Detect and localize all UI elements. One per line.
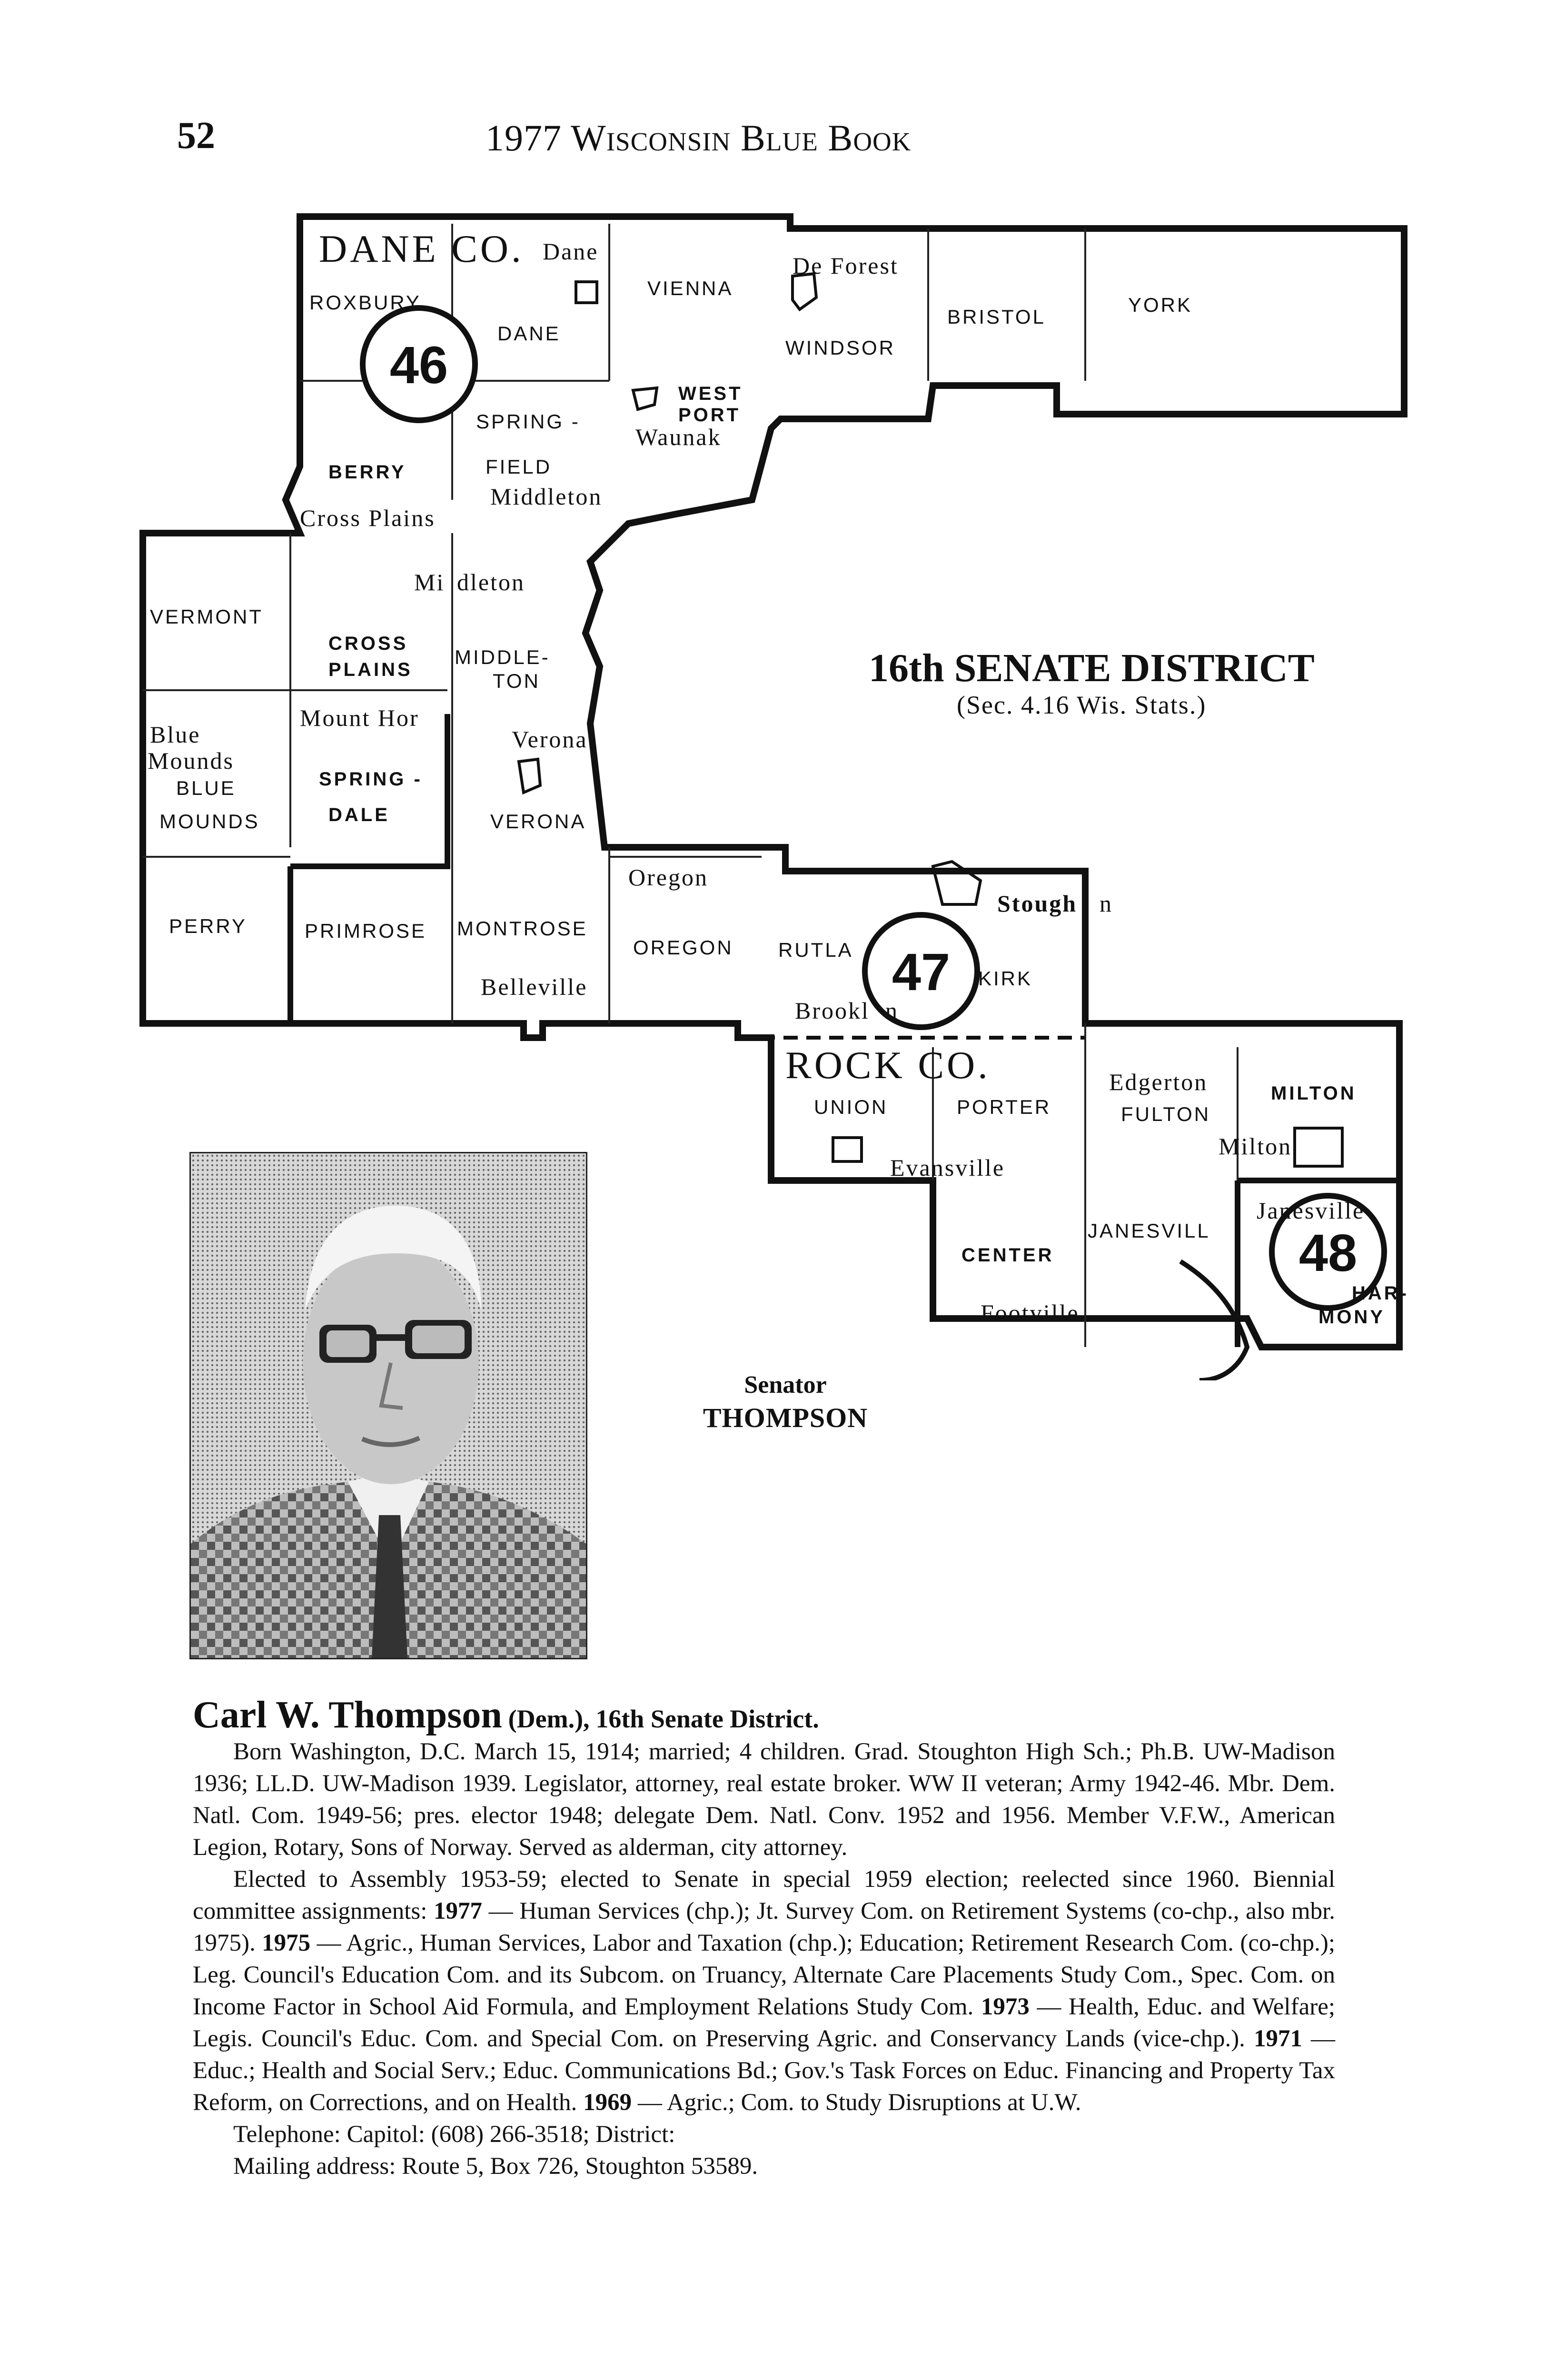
biography xyxy=(193,1694,1336,2182)
town-union: UNION xyxy=(814,1096,888,1118)
town-blue: BLUE xyxy=(176,777,236,799)
bio-paragraph-personal: Born Washington, D.C. March 15, 1914; married; 4 children. Grad. Stoughton High Sch.; Ph.B. UW-Madison 1936; LL.D. UW-Madison 1939. Legislator, attorney, real estate broker. WW II veteran; Army 1942-46. Mbr. Dem. Natl. Com. 1949-56; pres. elector 1948; delegate Dem. Natl. Conv. 1952 and 1956. Member V.F.W., American Legion, Rotary, Sons of Norway. Served as alderman, city attorney. xyxy=(193,1738,1335,1861)
city-stoughton: Stough xyxy=(997,890,1078,917)
city-dane: Dane xyxy=(543,238,599,265)
year-1973: 1973 xyxy=(981,1993,1030,2020)
town-harmony-1: HAR- xyxy=(1352,1283,1409,1304)
town-field: FIELD xyxy=(486,456,552,478)
town-windsor: WINDSOR xyxy=(785,337,895,359)
senator-name: Carl W. Thompson xyxy=(193,1694,502,1736)
year-1977: 1977 xyxy=(434,1898,483,1924)
city-stoughton-tail: n xyxy=(1100,890,1113,917)
town-plains: PLAINS xyxy=(328,659,413,680)
town-perry: PERRY xyxy=(169,915,247,937)
town-oregon: OREGON xyxy=(633,936,733,959)
city-cross-plains: Cross Plains xyxy=(300,505,436,531)
town-berry: BERRY xyxy=(328,462,406,483)
bio-paragraph-legislative: Elected to Assembly 1953-59; elected to Senate in special 1959 election; reelected since 1960. Biennial committee assignments: 1977 — Human Services (chp.); Jt. Survey Com. on Retirement Systems (co-chp., also mbr. 1975). 1975 — Agric., Human Services, Labor and Taxation (chp.); Education; Retirement Research Com. (co-chp.); Leg. Council's Education Com. and its Subcom. on Truancy, Alternate Care Placements Study Com., Spec. Com. on Income Factor in School Aid Formula, and Employment Relations Study Com. 1973 — Health, Educ. and Welfare; Legis. Council's Educ. Com. and Special Com. on Preserving Agric. and Conservancy Lands (vice-chp.). 1971 — Educ.; Health and Social Serv.; Educ. Communications Bd.; Gov.'s Task Forces on Educ. Financing and Property Tax Reform, on Corrections, and on Health. 1969 — Agric.; Com. to Study Disruptions at U.W. xyxy=(193,1866,1336,2116)
town-montrose: MONTROSE xyxy=(457,917,588,940)
town-dunkirk: KIRK xyxy=(978,967,1033,990)
town-fulton: FULTON xyxy=(1121,1103,1211,1125)
district-title: 16th SENATE DISTRICT xyxy=(869,646,1315,690)
dane-city-outline xyxy=(576,282,597,303)
city-edgerton: Edgerton xyxy=(1109,1069,1208,1095)
photo-caption-title: Senator xyxy=(744,1371,827,1398)
district-46-marker xyxy=(363,308,475,420)
dane-county-label: DANE CO. xyxy=(319,227,524,270)
mailing-address: Mailing address: Route 5, Box 726, Stoughton 53589. xyxy=(233,2153,758,2180)
city-middleton-2b: dleton xyxy=(457,569,525,595)
city-mount-horeb: Mount Hor xyxy=(300,704,419,731)
telephone: Telephone: Capitol: (608) 266-3518; District: xyxy=(233,2121,675,2148)
town-janesville: JANESVILL xyxy=(1088,1220,1210,1242)
town-west: WEST xyxy=(678,383,743,404)
city-evansville: Evansville xyxy=(890,1154,1005,1181)
party: (Dem.), xyxy=(508,1705,590,1733)
town-dane: DANE xyxy=(497,322,561,345)
city-belleville: Belleville xyxy=(481,973,588,1000)
town-cross: CROSS xyxy=(328,633,408,654)
town-spring-dale-1: SPRING - xyxy=(319,769,423,790)
bio-heading xyxy=(193,1694,1335,1736)
district-statute: (Sec. 4.16 Wis. Stats.) xyxy=(957,691,1207,719)
page-number: 52 xyxy=(177,115,215,157)
town-primrose: PRIMROSE xyxy=(305,920,427,942)
city-blue-mounds-1: Blue xyxy=(150,721,201,748)
rock-county-label: ROCK CO. xyxy=(785,1043,991,1087)
verona-outline xyxy=(519,759,540,793)
district-47-number: 47 xyxy=(892,943,951,1002)
district-47-marker xyxy=(865,915,977,1027)
town-porter: PORTER xyxy=(957,1096,1051,1118)
city-janesville: Janesville xyxy=(1257,1197,1365,1224)
city-brooklyn-tail: n xyxy=(885,997,899,1024)
town-mounds: MOUNDS xyxy=(159,810,260,833)
town-center: CENTER xyxy=(961,1245,1054,1266)
city-middleton-2a: Mi xyxy=(414,569,445,595)
town-verona: VERONA xyxy=(490,810,586,833)
district-46-number: 46 xyxy=(389,336,448,395)
town-vienna: VIENNA xyxy=(647,277,733,299)
city-waunakee: Waunak xyxy=(635,424,722,450)
district-label: 16th Senate District. xyxy=(595,1705,819,1733)
photo-caption-name: THOMPSON xyxy=(703,1402,868,1433)
town-roxbury: ROXBURY xyxy=(309,291,421,314)
city-de-forest: De Forest xyxy=(793,252,899,279)
town-milton: MILTON xyxy=(1271,1083,1357,1104)
city-verona: Verona xyxy=(512,726,588,753)
book-title: 1977 Wisconsin Blue Book xyxy=(486,117,912,159)
town-rutland: RUTLA xyxy=(778,939,853,961)
district-48-number: 48 xyxy=(1298,1224,1358,1282)
city-footville: Footville xyxy=(981,1299,1080,1326)
town-ton: TON xyxy=(493,670,540,692)
year-1971: 1971 xyxy=(1253,2025,1302,2052)
town-spring-dale-2: DALE xyxy=(328,804,390,825)
deforest-outline xyxy=(793,274,816,309)
evansville-outline xyxy=(833,1138,862,1161)
senator-portrait xyxy=(189,1152,587,1659)
year-1975: 1975 xyxy=(262,1930,311,1956)
city-brooklyn: Brookl xyxy=(795,997,870,1024)
town-harmony-2: MONY xyxy=(1318,1307,1385,1328)
milton-outline xyxy=(1295,1128,1342,1166)
city-milton: Milton xyxy=(1219,1133,1292,1160)
city-blue-mounds-2: Mounds xyxy=(148,747,234,774)
region-line xyxy=(290,714,447,866)
westport-outline xyxy=(633,388,657,409)
year-1969: 1969 xyxy=(583,2089,632,2116)
town-middle: MIDDLE- xyxy=(455,646,550,668)
town-bristol: BRISTOL xyxy=(947,306,1046,328)
town-vermont: VERMONT xyxy=(150,605,263,628)
town-port: PORT xyxy=(678,405,741,426)
town-spring: SPRING - xyxy=(476,410,580,433)
city-middleton: Middleton xyxy=(490,483,603,510)
town-york: YORK xyxy=(1128,294,1193,316)
city-oregon: Oregon xyxy=(628,864,708,891)
